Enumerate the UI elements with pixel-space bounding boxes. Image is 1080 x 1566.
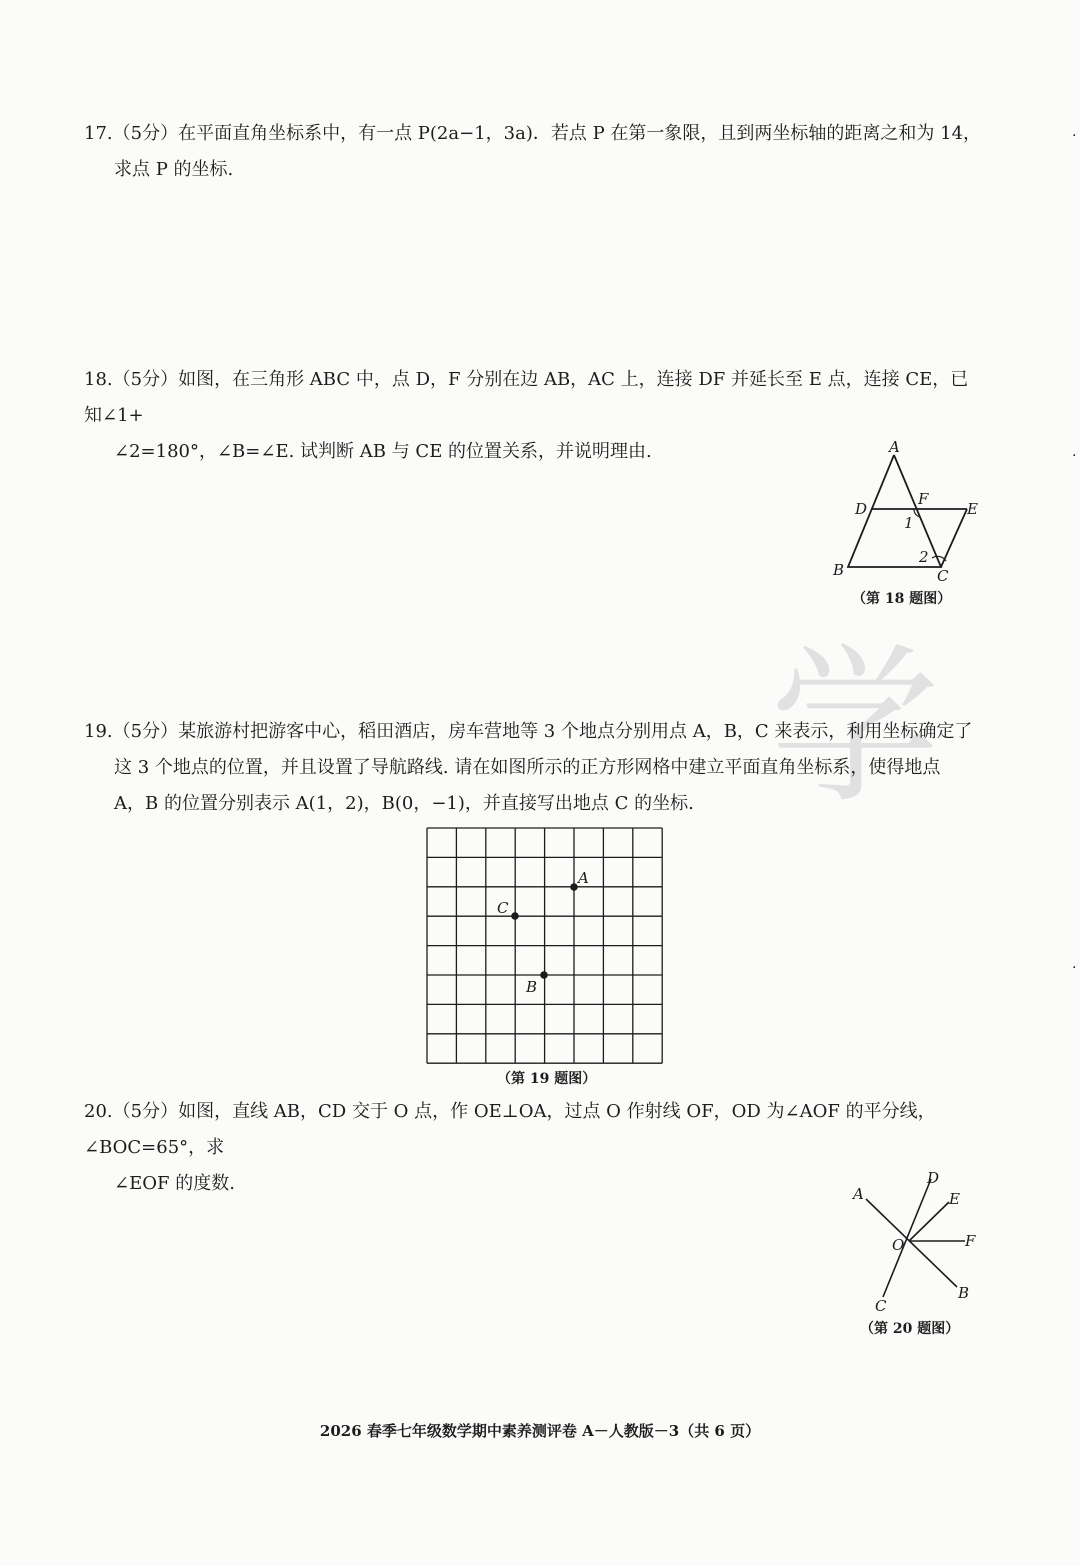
figure-18-caption: （第 18 题图） [852, 591, 952, 607]
question-20-text-line1: 20.（5分）如图，直线 AB，CD 交于 O 点，作 OE⊥OA，过点 O 作射线 OF，OD 为∠AOF 的平分线，∠BOC=65°，求 [84, 1101, 936, 1158]
line-cd [883, 1179, 931, 1297]
question-17-text-line1: 17.（5分）在平面直角坐标系中，有一点 P(2a−1，3a)．若点 P 在第一象限，且到两坐标轴的距离之和为 14， [84, 123, 982, 144]
question-19-text-line2: 这 3 个地点的位置，并且设置了导航路线. 请在如图所示的正方形网格中建立平面直角坐标系，使得地点 [114, 757, 941, 778]
figure-18-triangle [825, 435, 985, 585]
label-e: E [967, 500, 978, 518]
scan-mark: · [1072, 448, 1077, 464]
page-footer: 2026 春季七年级数学期中素养测评卷 A－人教版－3（共 6 页） [319, 1422, 761, 1440]
line-ab [866, 1199, 957, 1287]
question-19-text-line1: 19.（5分）某旅游村把游客中心，稻田酒店，房车营地等 3 个地点分别用点 A，B，C 来表示，利用坐标确定了 [84, 721, 973, 742]
label-c: C [937, 567, 949, 585]
segment-ce [941, 509, 967, 567]
question-17-text-line2: 求点 P 的坐标. [114, 159, 234, 180]
label-c: C [497, 899, 509, 917]
figure-20-rays [845, 1165, 985, 1315]
label-d: D [855, 500, 868, 518]
label-d: D [927, 1169, 940, 1187]
point-a [570, 883, 578, 891]
label-f: F [918, 490, 929, 508]
label-b: B [526, 978, 538, 996]
question-18-text-line2: ∠2=180°，∠B=∠E. 试判断 AB 与 CE 的位置关系，并说明理由. [114, 441, 652, 462]
ray-oe [909, 1202, 949, 1241]
point-b [540, 971, 548, 979]
label-a: A [853, 1185, 864, 1203]
label-f: F [965, 1232, 976, 1250]
label-a: A [889, 438, 900, 456]
figure-20-caption: （第 20 题图） [860, 1321, 960, 1337]
scan-mark: · [1072, 960, 1077, 976]
point-c [511, 912, 519, 920]
label-a: A [578, 869, 589, 887]
label-e: E [949, 1190, 960, 1208]
question-17 [84, 116, 984, 188]
label-c: C [875, 1297, 887, 1315]
figure-19-grid [420, 820, 670, 1070]
label-angle-2: 2 [919, 548, 929, 566]
question-20-text-line2: ∠EOF 的度数. [114, 1173, 235, 1194]
scan-mark: · [1072, 128, 1077, 144]
label-angle-1: 1 [904, 514, 914, 532]
question-19-text-line3: A，B 的位置分别表示 A(1，2)，B(0，−1)，并直接写出地点 C 的坐标. [114, 793, 694, 814]
figure-19-caption: （第 19 题图） [497, 1071, 597, 1087]
label-o: O [892, 1236, 905, 1254]
label-b: B [833, 561, 845, 579]
label-b: B [958, 1284, 970, 1302]
question-18-text-line1: 18.（5分）如图，在三角形 ABC 中，点 D，F 分别在边 AB，AC 上，连接 DF 并延长至 E 点，连接 CE，已知∠1+ [84, 369, 969, 426]
question-19 [84, 714, 984, 822]
watermark-image: 学 [770, 629, 941, 827]
